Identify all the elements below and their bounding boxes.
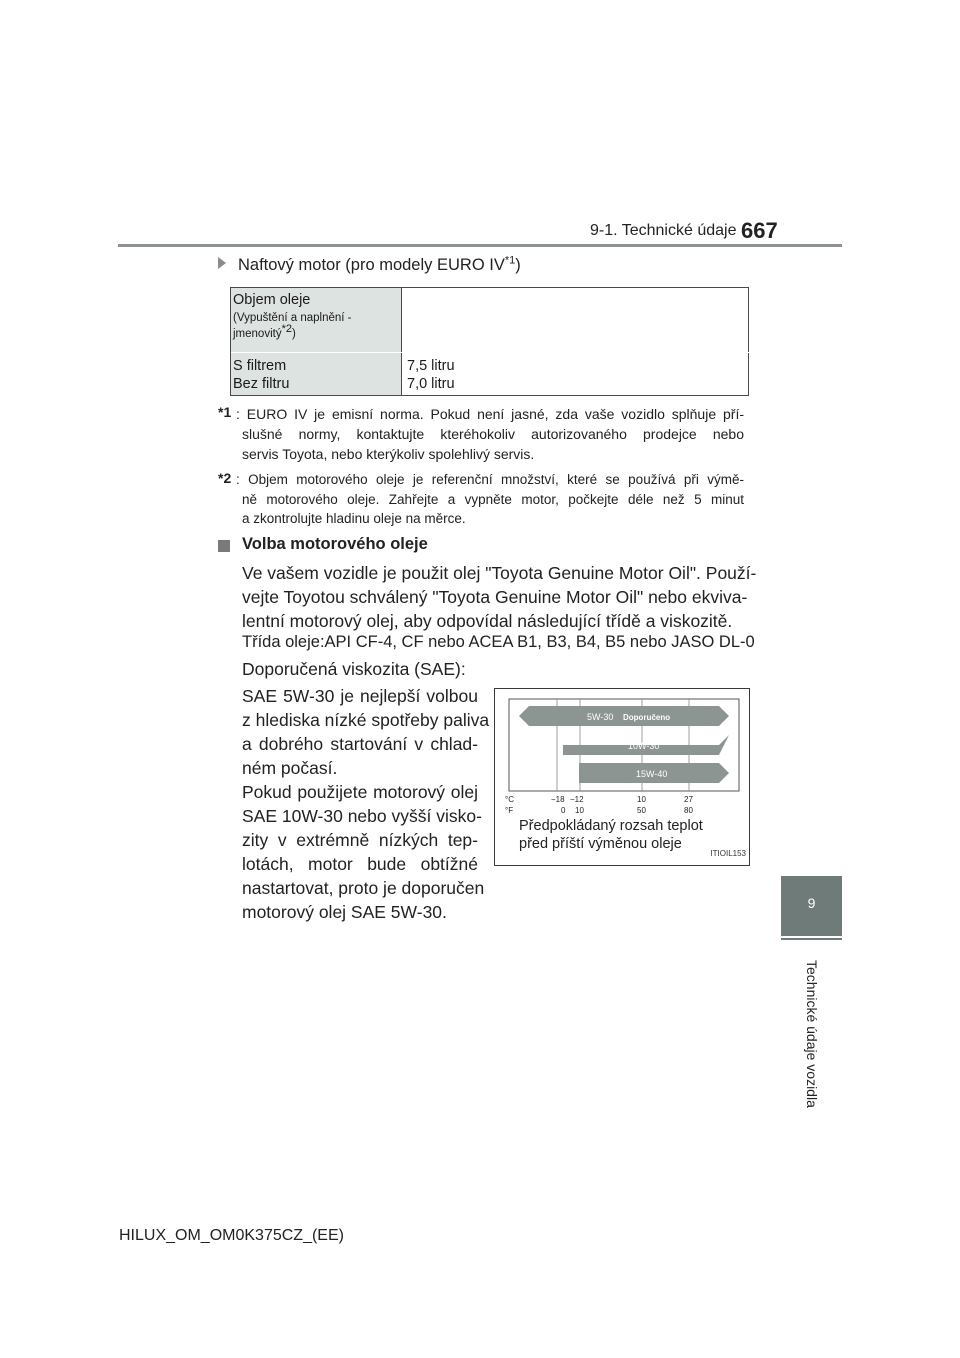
table-header-note: (Vypuštění a naplnění -	[233, 312, 352, 324]
table-header-note-text: jmenovitý	[233, 328, 282, 340]
footnote-line: a zkontrolujte hladinu oleje na měrce.	[242, 511, 466, 526]
tick-label: 10	[575, 806, 584, 815]
figure-caption: před příští výměnou oleje	[519, 836, 682, 852]
footnote-line: servis Toyota, nebo kterýkoliv spolehlivý servis.	[242, 446, 535, 462]
paragraph-line: nastartovat, proto je doporučen	[242, 878, 485, 898]
chapter-tab-label: Technické údaje vozidla	[804, 960, 820, 1108]
table-row-value: 7,5 litru	[407, 358, 455, 374]
paragraph-line: zity v extrémně nízkých tep-	[242, 830, 478, 850]
paragraph-line: Pokud použijete motorový olej	[242, 782, 478, 802]
tick-label: 0	[561, 806, 566, 815]
oil-capacity-table	[230, 287, 749, 396]
tick-label: 10	[637, 795, 646, 804]
section-square-icon	[218, 540, 230, 552]
table-header-note-cont	[233, 323, 296, 340]
bar-tag: Doporučeno	[623, 713, 671, 722]
bar-label: 10W-30	[628, 741, 660, 751]
paragraph-line: SAE 10W-30 nebo vyšší visko-	[242, 806, 482, 826]
chapter-tab-number: 9	[807, 895, 816, 911]
footnote-line: : EURO IV je emisní norma. Pokud není jasné, zda vaše vozidlo splňuje pří-	[236, 406, 744, 422]
figure-code: ITIOIL153	[710, 849, 746, 858]
bar-label: 15W-40	[636, 769, 668, 779]
tick-label: 27	[684, 795, 693, 804]
viscosity-label: Doporučená viskozita (SAE):	[242, 659, 466, 679]
bar-label: 5W-30	[587, 712, 614, 722]
paragraph-line: Ve vašem vozidle je použit olej "Toyota Genuine Motor Oil". Použí-	[242, 563, 757, 583]
paragraph-line: lotách, motor bude obtížné	[242, 854, 478, 874]
subheading	[218, 256, 521, 275]
viscosity-diagram	[495, 689, 749, 819]
document-code: HILUX_OM_OM0K375CZ_(EE)	[119, 1227, 344, 1244]
tick-label: 50	[637, 806, 646, 815]
figure-caption: Předpokládaný rozsah teplot	[519, 818, 703, 834]
viscosity-temperature-figure	[494, 688, 750, 866]
table-header-title: Objem oleje	[233, 292, 311, 308]
paragraph-line: SAE 5W-30 je nejlepší volbou	[242, 686, 478, 706]
paragraph-line: vejte Toyotou schválený "Toyota Genuine Motor Oil" nebo ekviva-	[242, 587, 748, 607]
subheading-tail: )	[515, 256, 521, 274]
table-row-label: Bez filtru	[233, 376, 290, 392]
paragraph-line: ném počasí.	[242, 758, 338, 778]
header-rule	[118, 244, 842, 247]
triangle-bullet-icon	[218, 257, 226, 269]
footnote-marker: *2	[218, 470, 232, 486]
section-title: Volba motorového oleje	[242, 535, 428, 553]
oil-class: Třída oleje:API CF-4, CF nebo ACEA B1, B3, B4, B5 nebo JASO DL-0	[242, 633, 755, 651]
footnote-marker: *1	[218, 404, 232, 420]
table-row-value: 7,0 litru	[407, 376, 455, 392]
footnote-line: ně motorového oleje. Zahřejte a vypněte motor, počkejte déle než 5 minut	[242, 492, 744, 507]
subheading-sup: *1	[504, 254, 516, 267]
paragraph-line: a dobrého startování v chlad-	[242, 734, 478, 754]
chapter-tab-rule	[781, 938, 842, 940]
axis-unit-celsius: °C	[505, 795, 514, 804]
running-header-section: 9-1. Technické údaje	[590, 222, 737, 239]
table-header-sup: *2	[281, 323, 292, 336]
table-row-separator	[231, 352, 749, 353]
paragraph-line: motorový olej SAE 5W-30.	[242, 902, 447, 922]
tick-label: −18	[551, 795, 565, 804]
chapter-tab	[781, 876, 842, 936]
footnote-line: : Objem motorového oleje je referenční množství, které se používá při výmě-	[236, 472, 744, 487]
tick-label: 80	[684, 806, 693, 815]
table-header-tail: )	[291, 328, 296, 340]
table-row-label: S filtrem	[233, 358, 287, 374]
paragraph-line: z hlediska nízké spotřeby paliva	[242, 710, 490, 730]
tick-label: −12	[570, 795, 584, 804]
paragraph-line: lentní motorový olej, aby odpovídal následující třídě a viskozitě.	[242, 611, 733, 631]
footnote-line: slušné normy, kontaktujte kteréhokoliv autorizovaného prodejce nebo	[242, 426, 744, 442]
page-number: 667	[741, 218, 778, 243]
subheading-text: Naftový motor (pro modely EURO IV	[238, 256, 505, 274]
axis-unit-fahrenheit: °F	[505, 806, 514, 815]
